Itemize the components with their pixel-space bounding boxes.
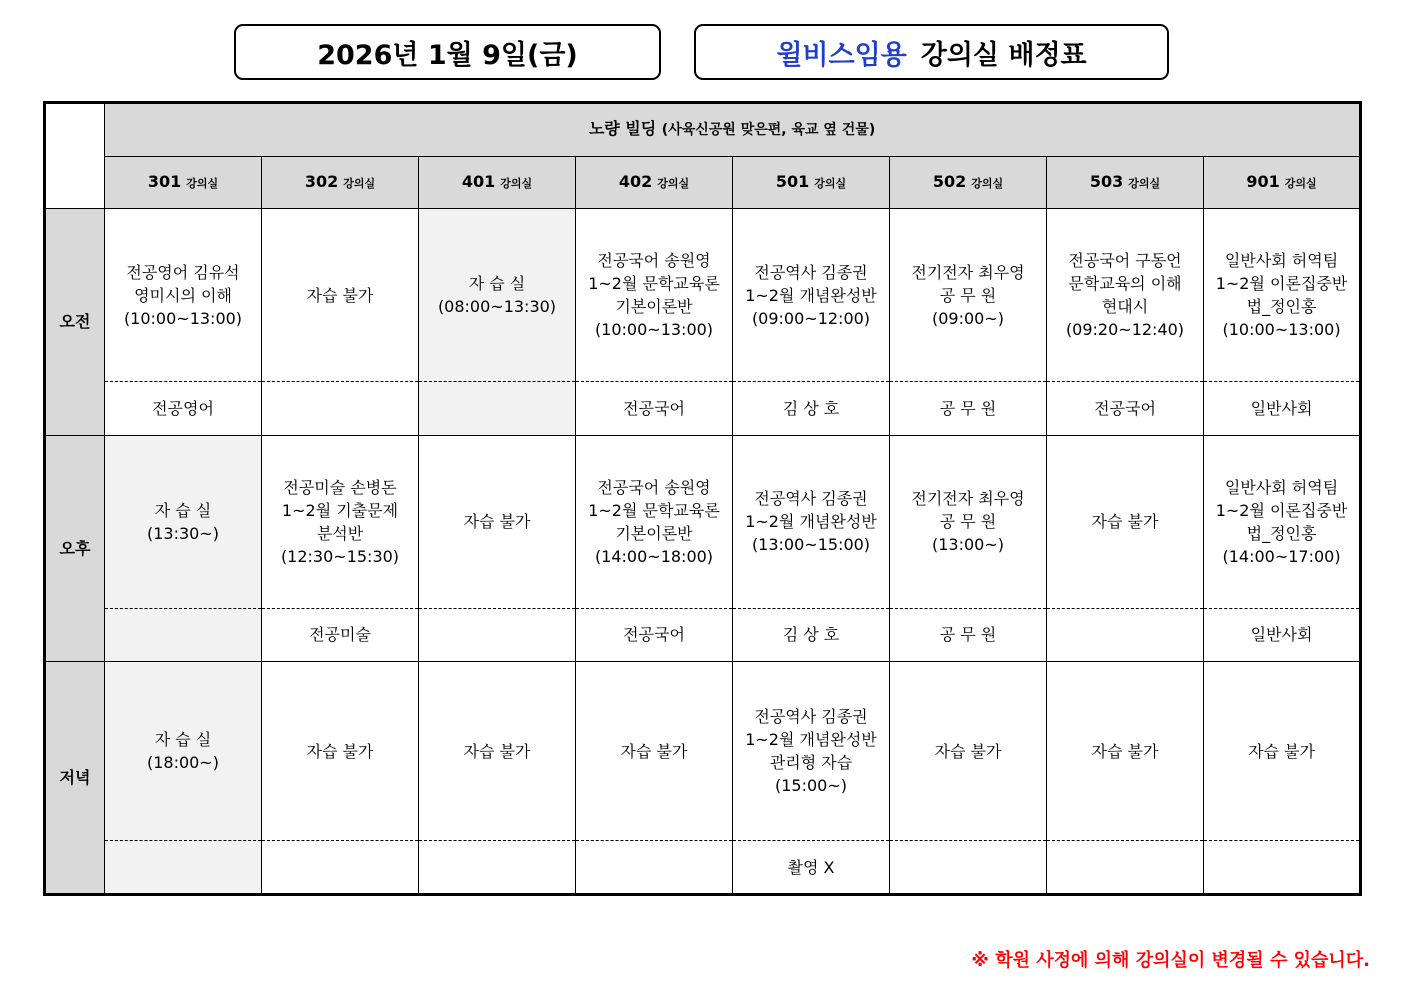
schedule-cell (1204, 662, 1361, 841)
schedule-cell (733, 435, 890, 608)
instructor-note-cell: 전공국어 (576, 608, 733, 662)
schedule-cell (105, 435, 262, 608)
schedule-cell (262, 209, 419, 382)
room-suffix: 강의실 (971, 176, 1004, 190)
room-suffix: 강의실 (1284, 176, 1317, 190)
schedule-cell (1204, 209, 1361, 382)
period-note-row (45, 841, 1361, 895)
cell-line: 전공역사 김종권 (754, 489, 868, 509)
cell-line: 전공국어 송원영 (597, 477, 711, 497)
room-header-501 (733, 156, 890, 209)
instructor-note-cell (419, 608, 576, 662)
cell-line: 관리형 자습 (769, 753, 853, 773)
period-label: 오후 (45, 435, 105, 662)
room-suffix: 강의실 (343, 176, 376, 190)
room-header-401 (419, 156, 576, 209)
cell-line: (15:00~) (775, 776, 847, 796)
cell-line: (18:00~) (147, 753, 219, 773)
room-header-502 (890, 156, 1047, 209)
instructor-note-cell: 전공영어 (105, 382, 262, 436)
date-text: 2026년 1월 9일(금) (317, 39, 578, 71)
instructor-note-cell (262, 382, 419, 436)
instructor-note-cell (1047, 841, 1204, 895)
cell-line: 전공역사 김종권 (754, 262, 868, 282)
cell-line: 자습 불가 (1091, 741, 1159, 761)
cell-line: (13:00~) (932, 535, 1004, 555)
cell-line: (10:00~13:00) (594, 320, 714, 340)
instructor-note-cell (262, 841, 419, 895)
instructor-note-cell (419, 841, 576, 895)
period-note-row (45, 382, 1361, 436)
room-number: 901 (1246, 171, 1280, 191)
room-suffix: 강의실 (814, 176, 847, 190)
instructor-note-cell: 일반사회 (1204, 608, 1361, 662)
schedule-cell (105, 662, 262, 841)
cell-line: 전공국어 구동언 (1068, 251, 1182, 271)
room-number: 301 (147, 171, 182, 191)
room-header-503 (1047, 156, 1204, 209)
instructor-note-cell: 전공미술 (262, 608, 419, 662)
cell-line: 일반사회 허역팀 (1224, 477, 1339, 497)
schedule-cell (262, 662, 419, 841)
cell-line: 자습 불가 (463, 512, 531, 532)
period-label: 오전 (45, 209, 105, 436)
period-row (45, 662, 1361, 841)
cell-line: 1~2월 개념완성반 (745, 285, 877, 305)
room-number: 401 (461, 171, 496, 191)
instructor-note-cell (576, 841, 733, 895)
schedule-cell (1047, 435, 1204, 608)
date-title (234, 24, 661, 80)
cell-line: 1~2월 문학교육론 (588, 500, 720, 520)
period-note-row (45, 608, 1361, 662)
instructor-note-cell: 전공국어 (1047, 382, 1204, 436)
schedule-cell (262, 435, 419, 608)
cell-line: 분석반 (316, 523, 364, 543)
cell-line: 자습 불가 (306, 285, 374, 305)
room-suffix: 강의실 (186, 176, 219, 190)
cell-line: 자 습 실 (468, 274, 526, 294)
cell-line: 공 무 원 (939, 285, 997, 305)
cell-line: 1~2월 개념완성반 (745, 512, 877, 532)
building-description: (사육신공원 맞은편, 육교 옆 건물) (661, 122, 876, 139)
cell-line: 자습 불가 (1248, 741, 1315, 761)
cell-line: (09:00~12:00) (751, 308, 871, 328)
instructor-note-cell (1047, 608, 1204, 662)
room-header-402 (576, 156, 733, 209)
building-name: 노량 빌딩 (588, 119, 657, 139)
cell-line: (13:30~) (147, 523, 219, 543)
cell-line: (09:00~) (932, 308, 1004, 328)
schedule-cell (419, 435, 576, 608)
cell-line: 전기전자 최우영 (911, 489, 1025, 509)
cell-line: 자습 불가 (620, 741, 688, 761)
cell-line: 1~2월 이론집중반 (1215, 274, 1348, 294)
cell-line: 영미시의 이해 (134, 285, 232, 305)
schedule-cell (105, 209, 262, 382)
cell-line: 현대시 (1101, 297, 1149, 317)
schedule-cell (890, 435, 1047, 608)
room-suffix: 강의실 (500, 176, 533, 190)
cell-line: 자습 불가 (934, 741, 1002, 761)
schedule-cell (733, 209, 890, 382)
instructor-note-cell: 전공국어 (576, 382, 733, 436)
cell-line: 문학교육의 이해 (1068, 274, 1182, 294)
cell-line: 자 습 실 (154, 500, 212, 520)
schedule-cell (576, 435, 733, 608)
room-number: 302 (304, 171, 339, 191)
cell-line: 자습 불가 (463, 741, 531, 761)
instructor-note-cell (1204, 841, 1361, 895)
instructor-note-cell: 공 무 원 (890, 382, 1047, 436)
cell-line: 전공미술 손병돈 (283, 477, 397, 497)
period-row (45, 435, 1361, 608)
cell-line: (10:00~13:00) (1222, 320, 1341, 340)
instructor-note-cell (419, 382, 576, 436)
schedule-cell (1047, 209, 1204, 382)
cell-line: (08:00~13:30) (437, 297, 557, 317)
document-title-text: 강의실 배정표 (920, 39, 1087, 71)
schedule-cell (576, 662, 733, 841)
cell-line: 1~2월 기출문제 (281, 500, 399, 520)
instructor-note-cell: 김 상 호 (733, 608, 890, 662)
cell-line: 전기전자 최우영 (911, 262, 1025, 282)
cell-line: 자 습 실 (154, 730, 212, 750)
schedule-cell (733, 662, 890, 841)
cell-line: 법_정인홍 (1246, 523, 1317, 543)
cell-line: 1~2월 문학교육론 (588, 274, 720, 294)
period-row (45, 209, 1361, 382)
cell-line: 전공영어 김유석 (126, 262, 240, 282)
brand-name: 윌비스임용 (776, 39, 907, 71)
document-title (694, 24, 1169, 80)
cell-line: 전공역사 김종권 (754, 707, 868, 727)
instructor-note-cell (105, 608, 262, 662)
room-number: 503 (1089, 171, 1124, 191)
room-number: 501 (775, 171, 810, 191)
cell-line: (09:20~12:40) (1065, 320, 1185, 340)
cell-line: (10:00~13:00) (123, 308, 243, 328)
cell-line: 1~2월 이론집중반 (1215, 500, 1348, 520)
schedule-cell (576, 209, 733, 382)
instructor-note-cell: 공 무 원 (890, 608, 1047, 662)
room-number: 502 (932, 171, 967, 191)
cell-line: 기본이론반 (615, 297, 693, 317)
footer-note: ※ 학원 사정에 의해 강의실이 변경될 수 있습니다. (971, 950, 1370, 971)
cell-line: (12:30~15:30) (280, 546, 400, 566)
cell-line: 기본이론반 (615, 523, 693, 543)
schedule-cell (890, 662, 1047, 841)
schedule-cell (1204, 435, 1361, 608)
schedule-cell (890, 209, 1047, 382)
cell-line: 자습 불가 (306, 741, 374, 761)
room-header-301 (105, 156, 262, 209)
corner-cell (45, 103, 105, 209)
schedule-cell (1047, 662, 1204, 841)
room-number: 402 (618, 171, 653, 191)
classroom-schedule-table (43, 101, 1362, 896)
building-header (105, 103, 1361, 157)
cell-line: 법_정인홍 (1246, 297, 1317, 317)
instructor-note-cell: 김 상 호 (733, 382, 890, 436)
cell-line: (14:00~18:00) (594, 546, 714, 566)
room-header-302 (262, 156, 419, 209)
instructor-note-cell: 일반사회 (1204, 382, 1361, 436)
room-suffix: 강의실 (1128, 176, 1161, 190)
cell-line: 자습 불가 (1091, 512, 1159, 532)
cell-line: 전공국어 송원영 (597, 251, 711, 271)
cell-line: 1~2월 개념완성반 (745, 730, 877, 750)
instructor-note-cell (890, 841, 1047, 895)
period-label: 저녁 (45, 662, 105, 895)
room-header-901 (1204, 156, 1361, 209)
cell-line: (13:00~15:00) (751, 535, 871, 555)
cell-line: 공 무 원 (939, 512, 997, 532)
instructor-note-cell: 촬영 X (733, 841, 890, 895)
cell-line: 일반사회 허역팀 (1224, 251, 1339, 271)
schedule-cell (419, 662, 576, 841)
cell-line: (14:00~17:00) (1222, 546, 1341, 566)
schedule-cell (419, 209, 576, 382)
instructor-note-cell (105, 841, 262, 895)
room-suffix: 강의실 (657, 176, 690, 190)
